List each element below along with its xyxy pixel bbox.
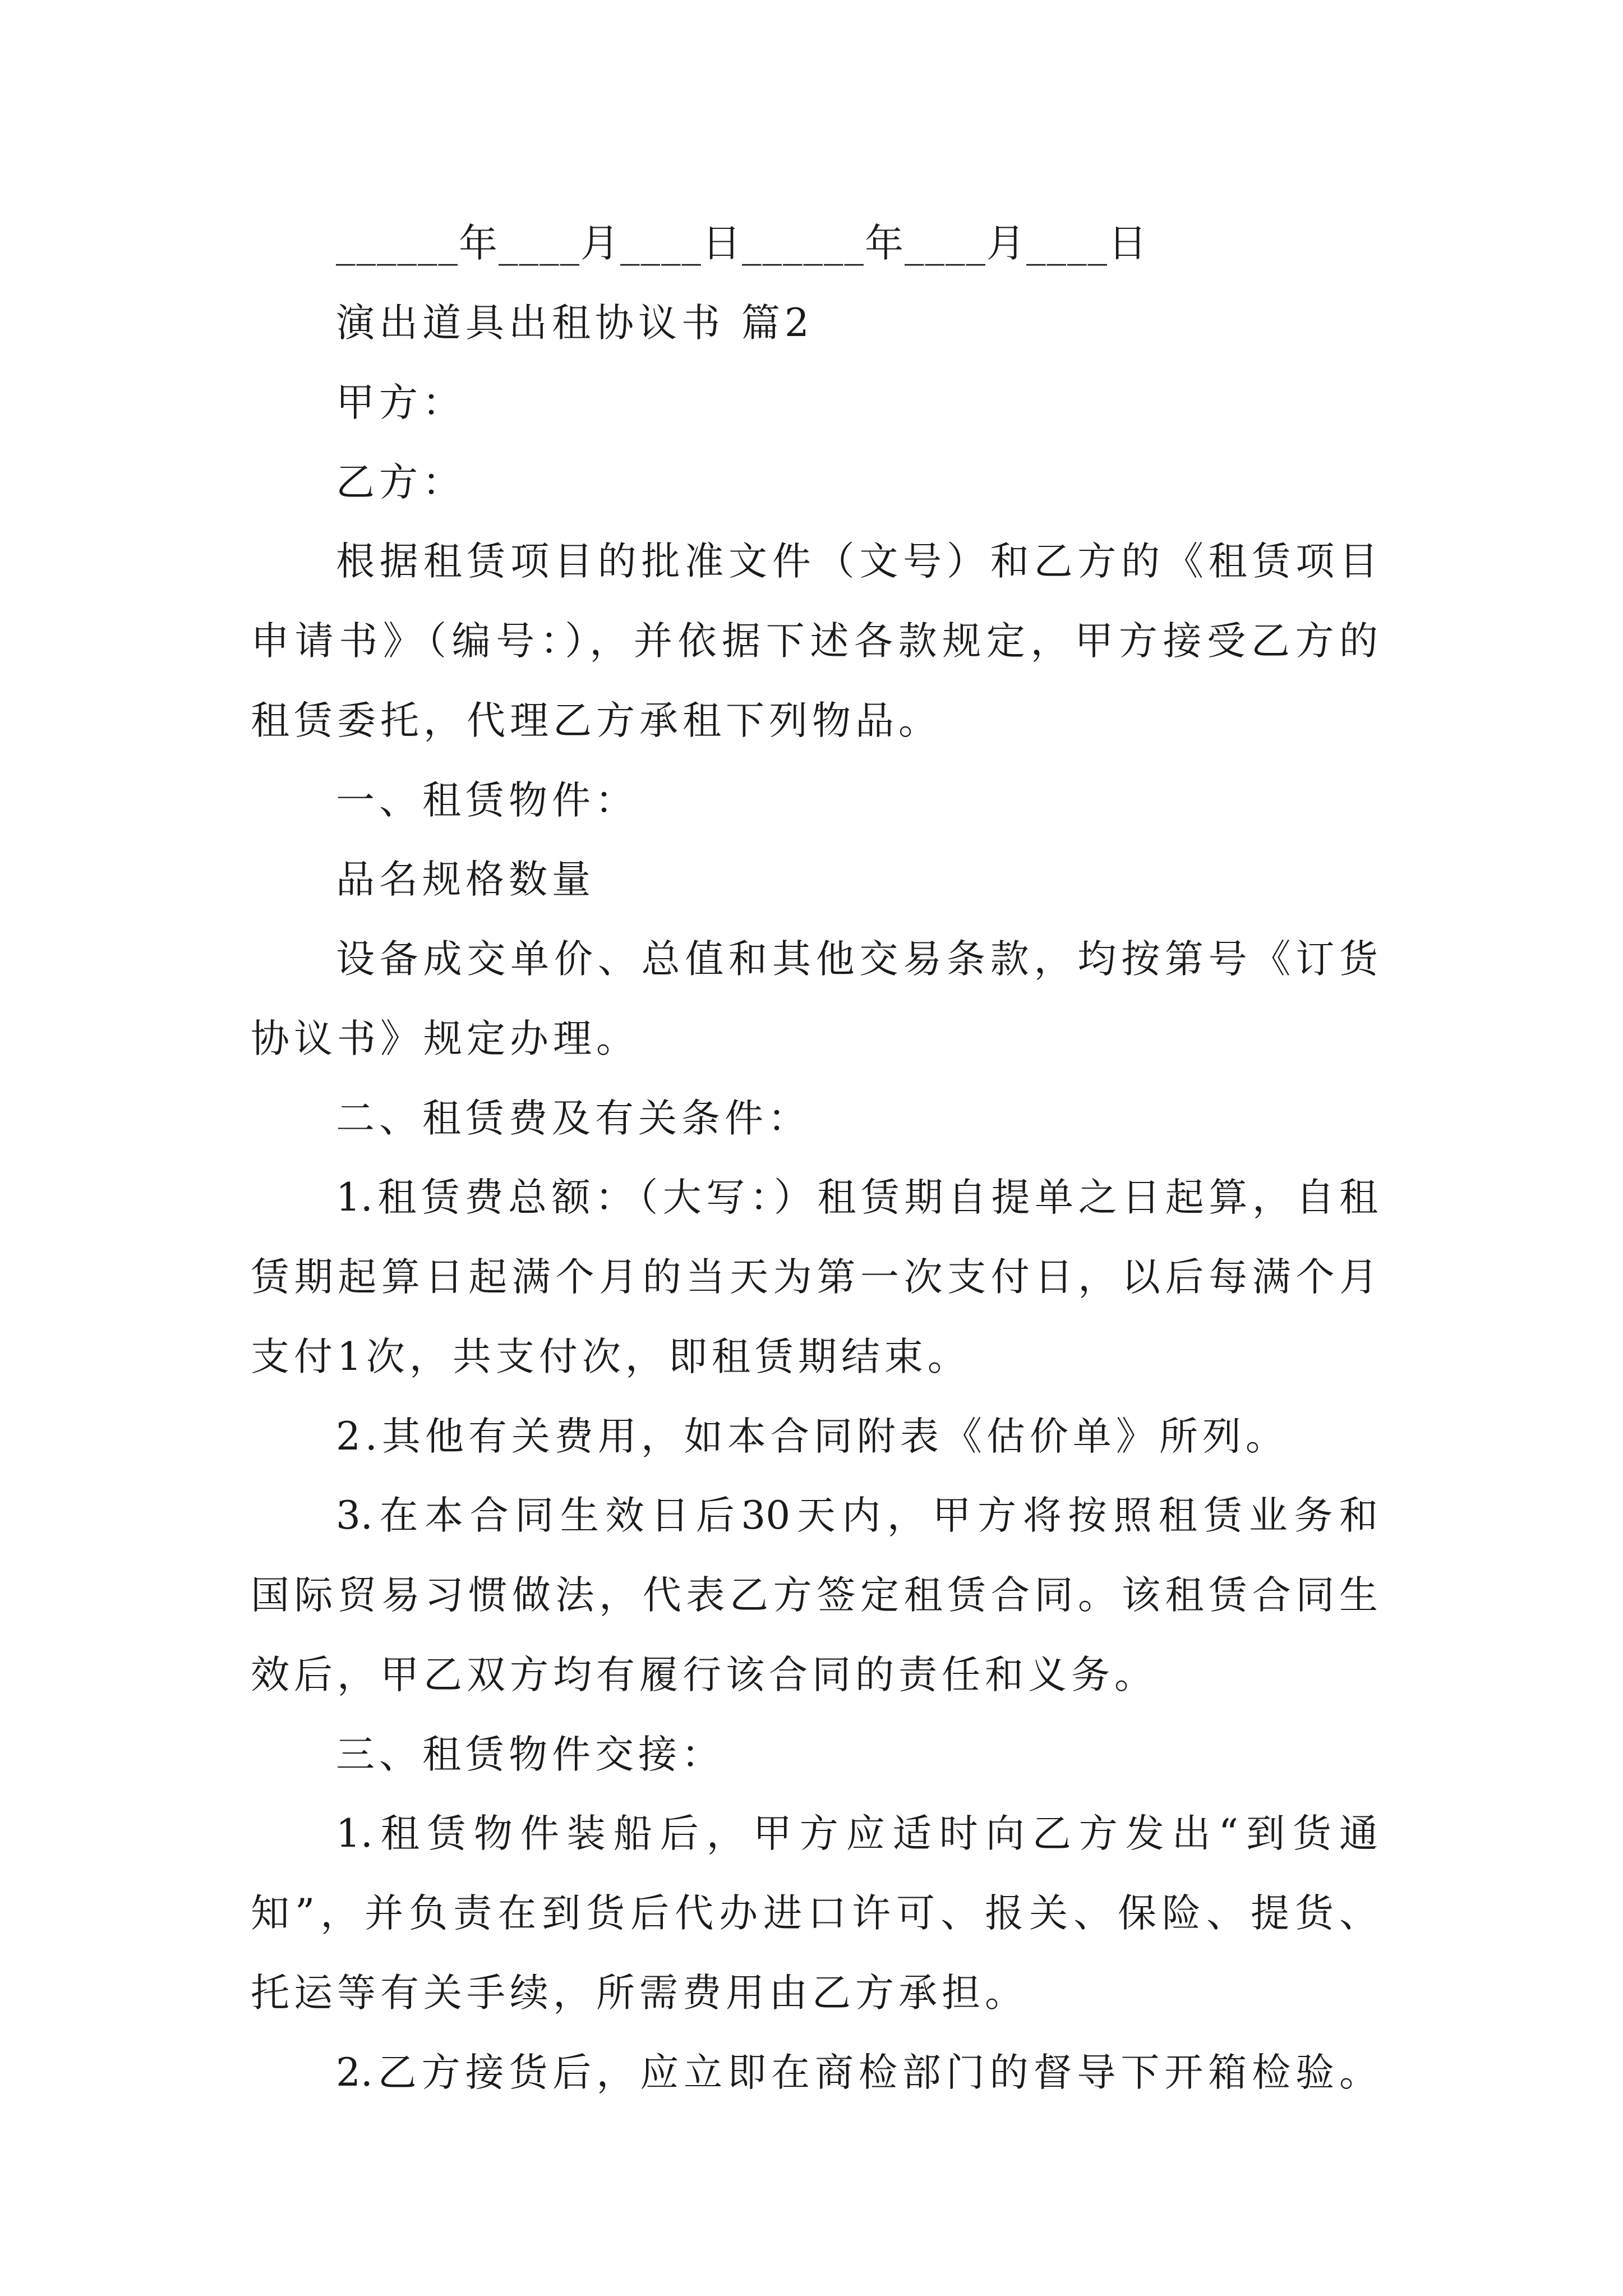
section-2-item-3-line-2: 国际贸易习惯做法，代表乙方签定租赁合同。该租赁合同生 xyxy=(251,1573,1378,1618)
document-title: 演出道具出租协议书 篇2 xyxy=(336,301,814,346)
party-a-label: 甲方： xyxy=(336,380,465,425)
intro-line-2: 申请书》（编号：），并依据下述各款规定，甲方接受乙方的 xyxy=(251,619,1378,664)
party-b-label: 乙方： xyxy=(336,460,465,505)
section-2-item-1-line-3: 支付1次，共支付次，即租赁期结束。 xyxy=(251,1335,971,1379)
section-2-item-3-line-1: 3.在本合同生效日后30天内，甲方将按照租赁业务和 xyxy=(336,1493,1378,1538)
section-1-text-line-2: 协议书》规定办理。 xyxy=(251,1016,639,1061)
section-3-heading: 三、租赁物件交接： xyxy=(336,1732,725,1777)
signature-date-line: ______年____月____日______年____月____日 xyxy=(336,221,1148,266)
intro-line-3: 租赁委托，代理乙方承租下列物品。 xyxy=(251,698,942,743)
section-3-item-1-line-3: 托运等有关手续，所需费用由乙方承担。 xyxy=(251,1971,1028,2016)
section-2-item-1-line-1: 1.租赁费总额：（大写：）租赁期自提单之日起算，自租 xyxy=(336,1175,1378,1220)
section-2-item-3-line-3: 效后，甲乙双方均有履行该合同的责任和义务。 xyxy=(251,1653,1158,1697)
intro-line-1: 根据租赁项目的批准文件（文号）和乙方的《租赁项目 xyxy=(336,539,1378,584)
section-3-item-2: 2.乙方接货后，应立即在商检部门的督导下开箱检验。 xyxy=(336,2050,1378,2095)
section-1-heading: 一、租赁物件： xyxy=(336,778,638,823)
section-2-heading: 二、租赁费及有关条件： xyxy=(336,1096,811,1141)
section-3-item-1-line-1: 1.租赁物件装船后，甲方应适时向乙方发出“到货通 xyxy=(336,1811,1378,1856)
section-1-columns: 品名规格数量 xyxy=(336,857,595,902)
section-1-text-line-1: 设备成交单价、总值和其他交易条款，均按第号《订货 xyxy=(336,937,1378,982)
section-2-item-1-line-2: 赁期起算日起满个月的当天为第一次支付日，以后每满个月 xyxy=(251,1255,1378,1300)
section-3-item-1-line-2: 知”，并负责在到货后代办进口许可、报关、保险、提货、 xyxy=(251,1891,1378,1936)
section-2-item-2: 2.其他有关费用，如本合同附表《估价单》所列。 xyxy=(336,1414,1289,1459)
